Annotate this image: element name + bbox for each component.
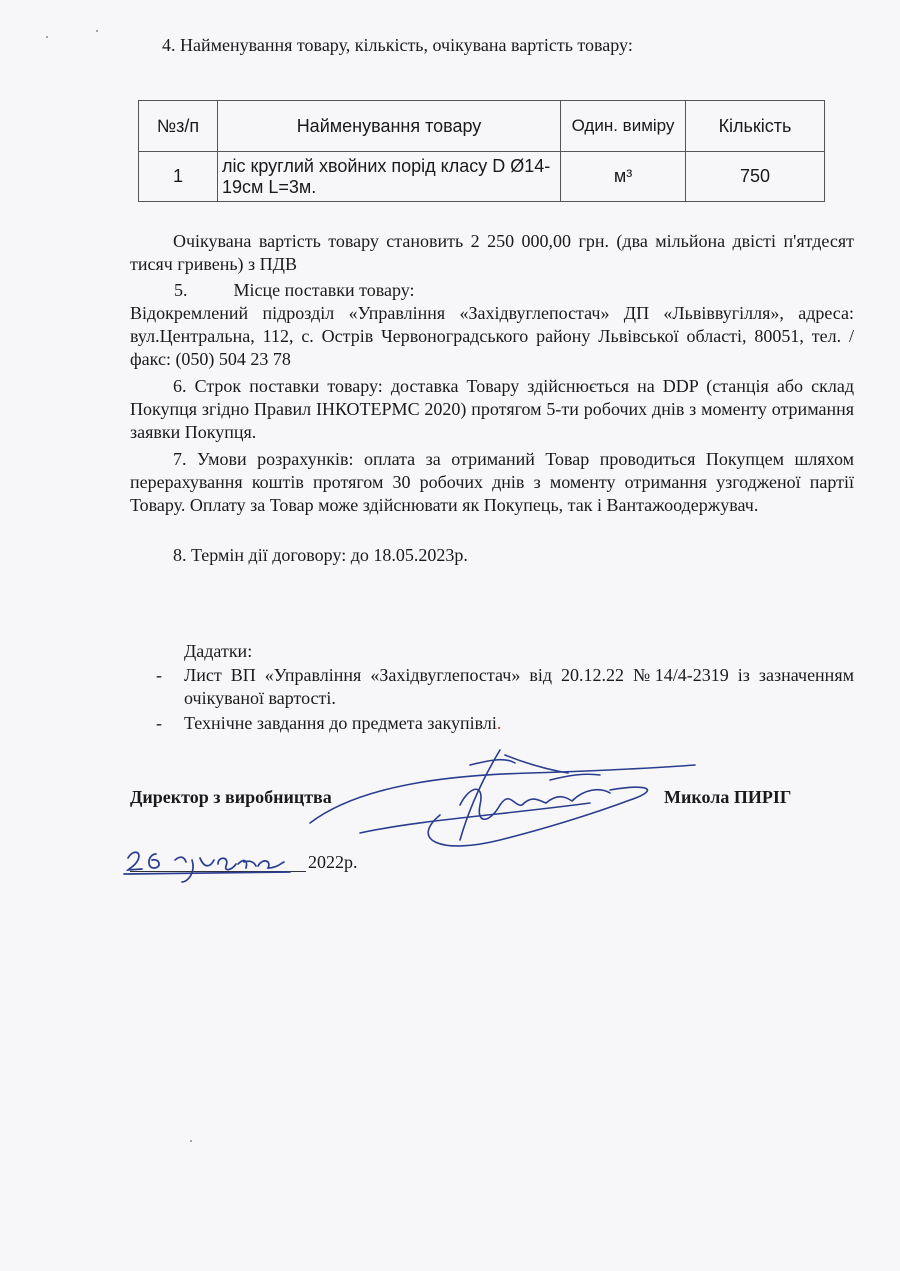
table-row: [139, 152, 825, 202]
section-4-heading: 4. Найменування товару, кількість, очікувана вартість товару:: [162, 35, 633, 55]
cell-unit: м³: [561, 152, 686, 202]
cell-name: ліс круглий хвойних порід класу D Ø14-19см L=3м.: [218, 152, 561, 202]
section-7-paragraph: 7. Умови розрахунків: оплата за отриманий Товар проводиться Покупцем шляхом перерахування коштів протягом 30 робочих днів з моменту отримання узгодженої партії Товару. Оплату за Товар може здійснювати як Покупець, так і Вантажоодержувач.: [130, 449, 854, 515]
signer-title: Директор з виробництва: [130, 787, 332, 807]
cell-num: 1: [139, 152, 218, 202]
section-5-heading: [174, 279, 415, 302]
date-year: 2022р.: [308, 852, 358, 872]
section-5-text: Відокремлений підрозділ «Управління «Західвуглепостач» ДП «Львіввугілля», адреса: вул.Центральна, 112, с. Острів Червоноградського району Львівської області, 80051, тел. /факс: (050) 504 23 78: [130, 303, 854, 369]
appendix-text: Технічне завдання до предмета закупівлі.: [184, 713, 502, 733]
appendices-title: Дадатки:: [184, 641, 253, 661]
table-header-row: [139, 101, 825, 152]
header-unit: Один. виміру: [561, 101, 686, 152]
signature-image: [300, 745, 700, 855]
scan-speck: [96, 30, 98, 32]
scan-speck: [190, 1140, 192, 1142]
appendix-item: [156, 712, 854, 735]
section-8-paragraph: 8. Термін дії договору: до 18.05.2023р.: [173, 545, 468, 565]
list-dash: -: [156, 713, 162, 733]
section-6-paragraph: 6. Строк поставки товару: доставка Товару здійснюється на DDP (станція або склад Покупця згідно Правил ІНКОТЕРМС 2020) протягом 5-ти робочих днів з моменту отримання заявки Покупця.: [130, 376, 854, 442]
header-name: Найменування товару: [218, 101, 561, 152]
handwritten-date: [120, 838, 300, 888]
goods-table: [138, 100, 825, 202]
signer-name: Микола ПИРІГ: [664, 787, 792, 807]
appendix-item: [156, 664, 854, 710]
expected-cost-paragraph: Очікувана вартість товару становить 2 250 000,00 грн. (два мільйона двісті п'ятдесят тисяч гривень) з ПДВ: [130, 231, 854, 274]
cell-qty: 750: [686, 152, 825, 202]
section-5-number: 5.: [174, 280, 188, 300]
header-num: №з/п: [139, 101, 218, 152]
list-dash: -: [156, 665, 162, 685]
appendix-text: Лист ВП «Управління «Західвуглепостач» від 20.12.22 №14/4-2319 із зазначенням очікуваної вартості.: [184, 665, 854, 708]
header-qty: Кількість: [686, 101, 825, 152]
scan-speck: [46, 36, 48, 38]
section-5-label: Місце поставки товару:: [233, 280, 415, 300]
